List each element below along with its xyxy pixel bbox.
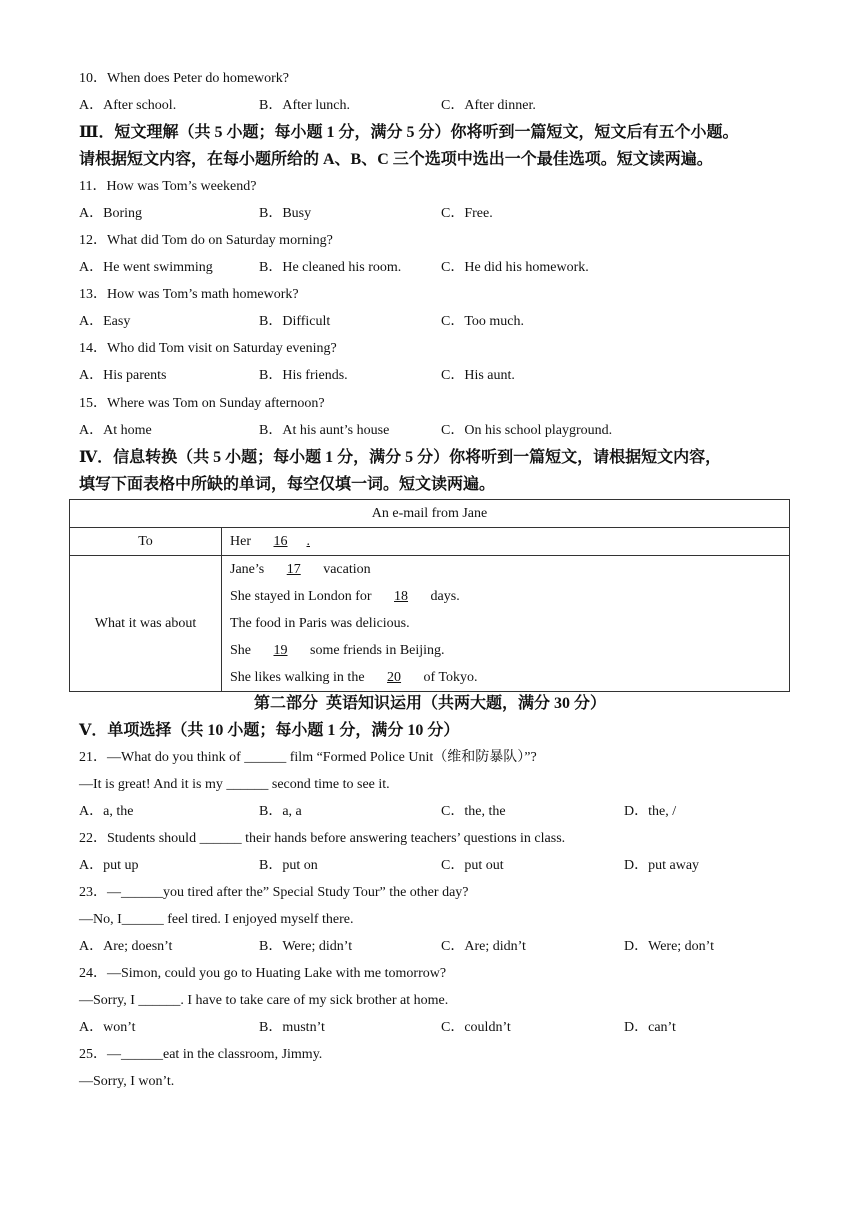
- question-15: 15．Where was Tom on Sunday afternoon?: [79, 396, 325, 411]
- blank-19: 19: [273, 643, 288, 658]
- q23-option-b: B．Were; didn’t: [259, 939, 353, 954]
- q21-option-b: B．a, a: [259, 804, 302, 819]
- row-text: She likes walking in the: [230, 670, 369, 685]
- q14-option-a: A．His parents: [79, 368, 167, 383]
- question-11: 11．How was Tom’s weekend?: [79, 179, 257, 194]
- q22-option-a: A．put up: [79, 858, 139, 873]
- to-cell: [222, 528, 790, 556]
- section-4-instructions: 填写下面表格中所缺的单词，每空仅填一词。短文读两遍。: [79, 476, 496, 493]
- about-row-3: The food in Paris was delicious.: [230, 616, 410, 631]
- q14-option-c: C．His aunt.: [441, 368, 515, 383]
- section-5-heading: Ⅴ．单项选择（共 10 小题；每小题 1 分，满分 10 分）: [79, 722, 460, 739]
- q23-option-d: D．Were; don’t: [624, 939, 714, 954]
- row-text: Jane’s: [230, 562, 268, 577]
- row-text: vacation: [319, 562, 371, 577]
- question-24: 24．—Simon, could you go to Huating Lake with me tomorrow?: [79, 966, 447, 981]
- question-23-line-2: —No, I______ feel tired. I enjoyed myself there.: [79, 912, 354, 927]
- row-text: some friends in Beijing.: [306, 643, 445, 658]
- q23-option-a: A．Are; doesn’t: [79, 939, 173, 954]
- q12-option-c: C．He did his homework.: [441, 260, 589, 275]
- q24-option-c: C．couldn’t: [441, 1020, 511, 1035]
- question-22: 22．Students should ______ their hands before answering teachers’ questions in class.: [79, 831, 566, 846]
- question-10: 10．When does Peter do homework?: [79, 71, 289, 86]
- q14-option-b: B．His friends.: [259, 368, 348, 383]
- question-21-line-2: —It is great! And it is my ______ second time to see it.: [79, 777, 390, 792]
- q10-option-b: B．After lunch.: [259, 98, 350, 113]
- question-25: 25．—______eat in the classroom, Jimmy.: [79, 1047, 323, 1062]
- about-cell: [222, 556, 790, 692]
- q21-option-a: A．a, the: [79, 804, 134, 819]
- section-3-instructions: 请根据短文内容，在每小题所给的 A、B、C 三个选项中选出一个最佳选项。短文读两遍。: [79, 151, 713, 168]
- to-suffix: .: [306, 533, 310, 549]
- question-24-line-2: —Sorry, I ______. I have to take care of my sick brother at home.: [79, 993, 449, 1008]
- row-text: days.: [427, 589, 460, 604]
- q12-option-b: B．He cleaned his room.: [259, 260, 402, 275]
- about-row-4: [230, 637, 781, 664]
- q15-option-c: C．On his school playground.: [441, 423, 613, 438]
- q15-option-b: B．At his aunt’s house: [259, 423, 390, 438]
- table-title: An e-mail from Jane: [70, 500, 790, 528]
- question-13: 13．How was Tom’s math homework?: [79, 287, 299, 302]
- q23-option-c: C．Are; didn’t: [441, 939, 526, 954]
- q11-option-a: A．Boring: [79, 206, 142, 221]
- part-2-heading: 第二部分 英语知识运用（共两大题，满分 30 分）: [253, 695, 606, 712]
- about-row-5: [230, 664, 781, 691]
- question-14: 14．Who did Tom visit on Saturday evening?: [79, 341, 337, 356]
- q24-option-d: D．can’t: [624, 1020, 676, 1035]
- q13-option-b: B．Difficult: [259, 314, 331, 329]
- about-row-1: [230, 556, 781, 583]
- row-text: She: [230, 643, 255, 658]
- q13-option-a: A．Easy: [79, 314, 131, 329]
- about-label: What it was about: [70, 556, 222, 692]
- q12-option-a: A．He went swimming: [79, 260, 213, 275]
- blank-20: 20: [387, 670, 402, 685]
- q10-option-c: C．After dinner.: [441, 98, 536, 113]
- row-text: She stayed in London for: [230, 589, 376, 604]
- q11-option-c: C．Free.: [441, 206, 493, 221]
- about-row-2: [230, 583, 781, 610]
- q22-option-c: C．put out: [441, 858, 504, 873]
- question-25-line-2: —Sorry, I won’t.: [79, 1074, 175, 1089]
- question-12: 12．What did Tom do on Saturday morning?: [79, 233, 333, 248]
- q24-option-b: B．mustn’t: [259, 1020, 325, 1035]
- section-4-heading: Ⅳ．信息转换（共 5 小题；每小题 1 分，满分 5 分）你将听到一篇短文，请根据短文内容，: [79, 449, 722, 466]
- question-21: 21．—What do you think of ______ film “Formed Police Unit（维和防暴队）”?: [79, 750, 537, 765]
- to-label: To: [70, 528, 222, 556]
- email-info-table: [69, 499, 790, 692]
- q11-option-b: B．Busy: [259, 206, 312, 221]
- q15-option-a: A．At home: [79, 423, 152, 438]
- blank-16: 16: [273, 533, 288, 549]
- row-text: of Tokyo.: [420, 670, 478, 685]
- to-prefix: Her: [230, 533, 255, 549]
- section-3-heading: Ⅲ．短文理解（共 5 小题；每小题 1 分，满分 5 分）你将听到一篇短文，短文后有五个小题。: [79, 124, 739, 141]
- question-23: 23．—______you tired after the” Special Study Tour” the other day?: [79, 885, 469, 900]
- q21-option-c: C．the, the: [441, 804, 506, 819]
- q22-option-b: B．put on: [259, 858, 318, 873]
- blank-17: 17: [286, 562, 301, 577]
- q13-option-c: C．Too much.: [441, 314, 525, 329]
- blank-18: 18: [394, 589, 409, 604]
- q24-option-a: A．won’t: [79, 1020, 136, 1035]
- q21-option-d: D．the, /: [624, 804, 677, 819]
- q22-option-d: D．put away: [624, 858, 700, 873]
- q10-option-a: A．After school.: [79, 98, 177, 113]
